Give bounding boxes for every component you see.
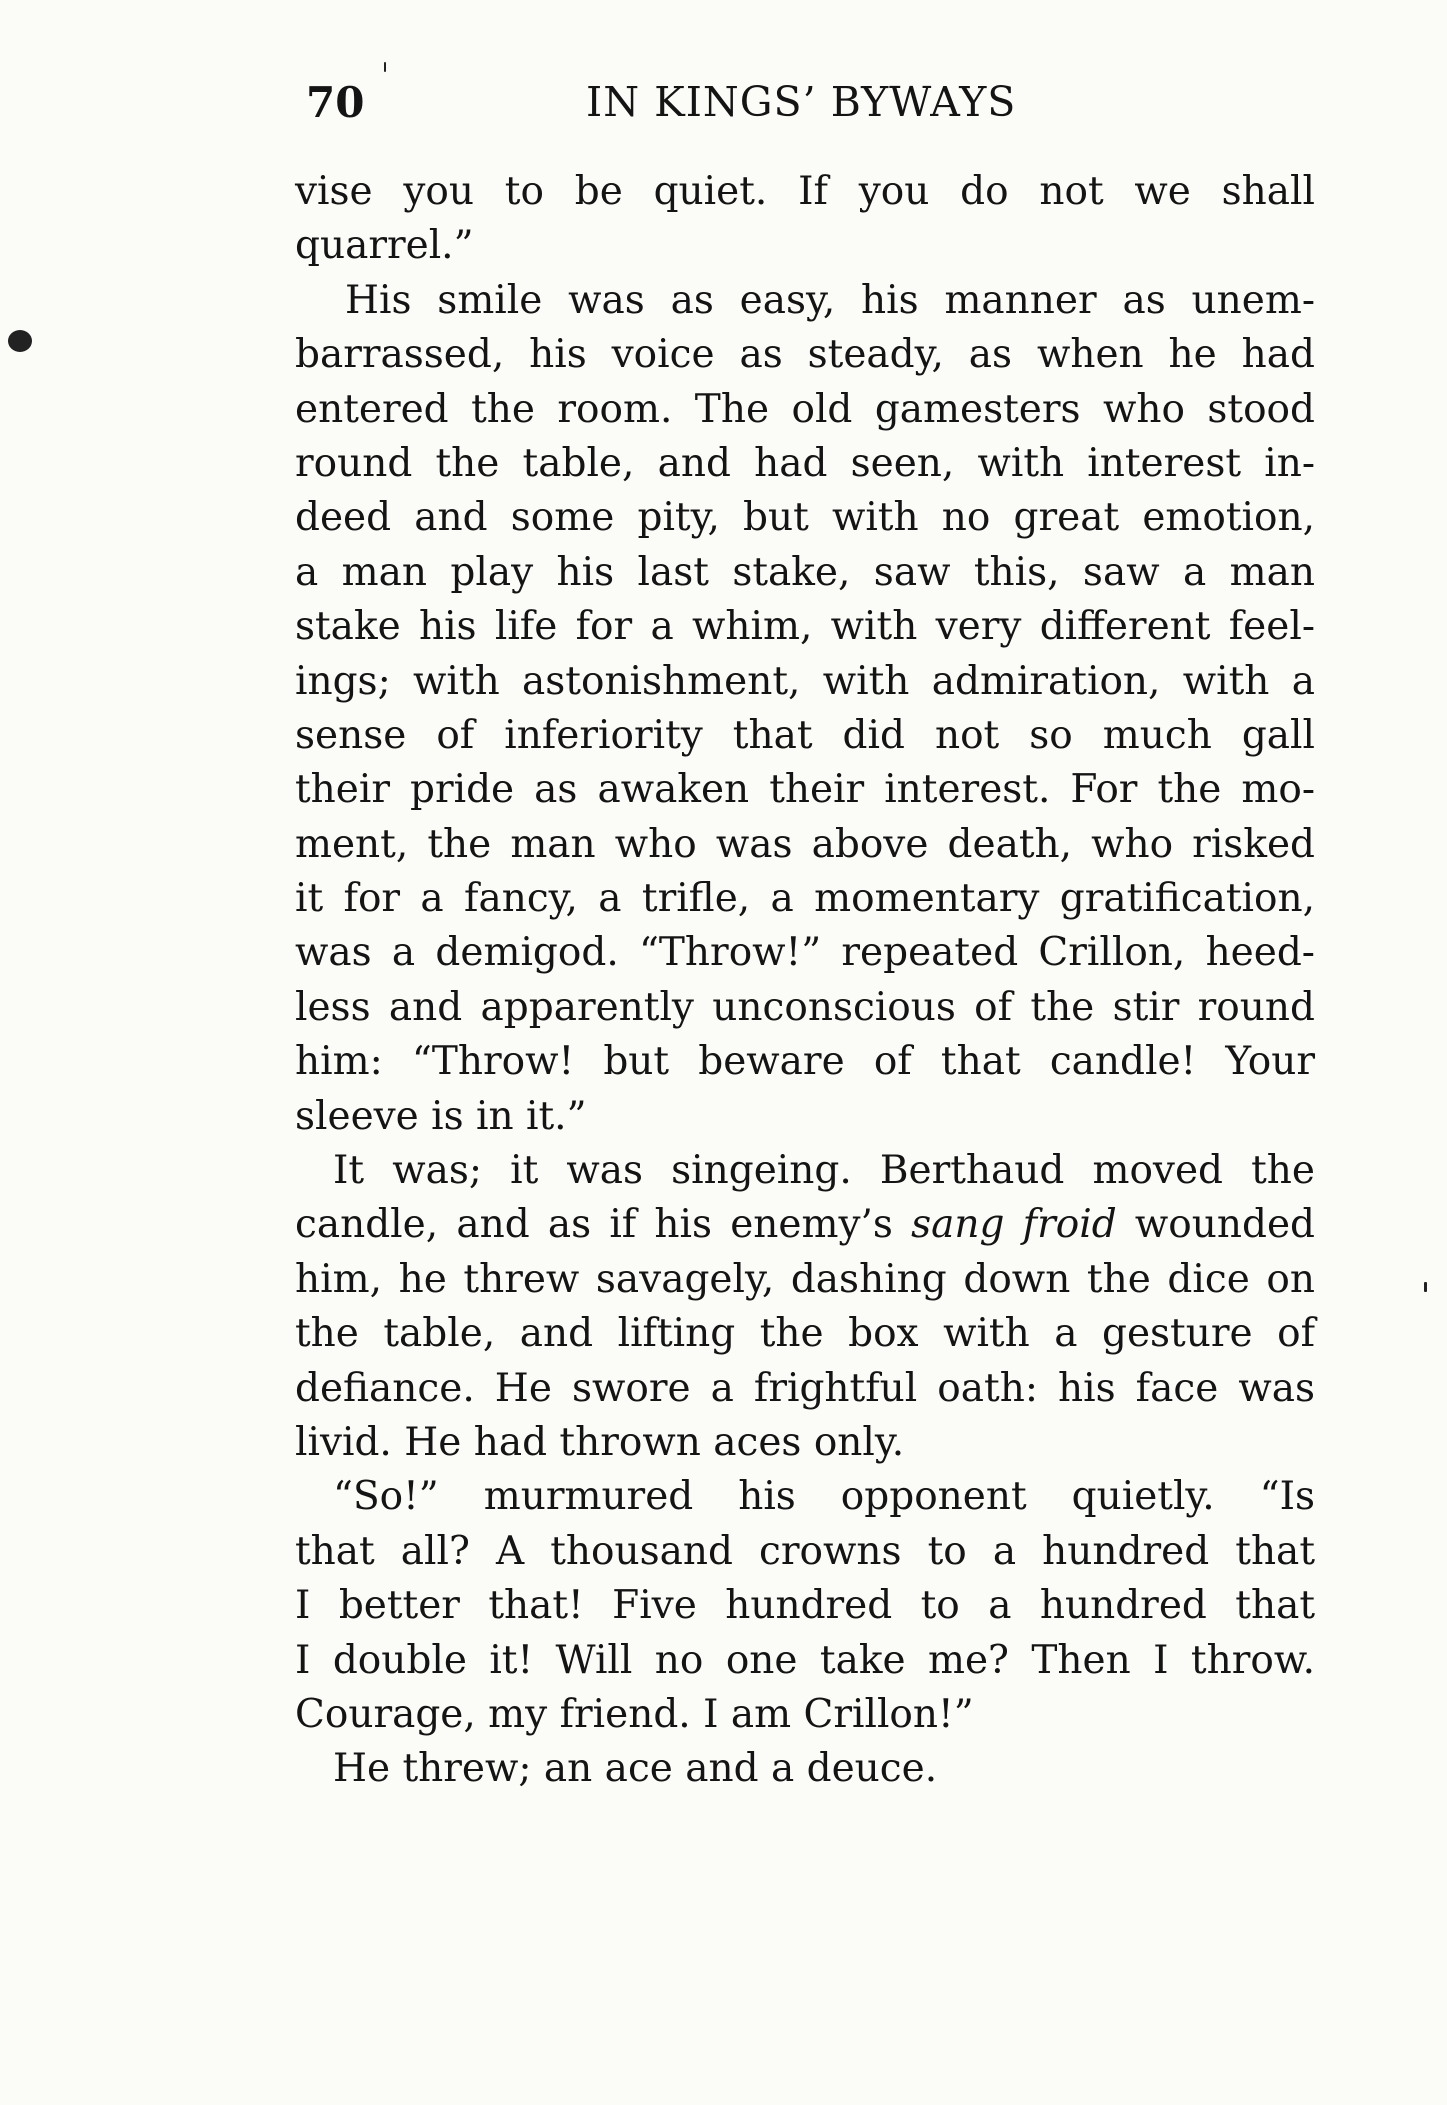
text-line: him: “Throw! but beware of that candle! Your <box>295 1039 1315 1085</box>
paragraph-start-line: His smile was as easy, his manner as unem- <box>345 277 1315 323</box>
text-line: their pride as awaken their interest. For the mo- <box>295 767 1315 813</box>
text-line: I double it! Will no one take me? Then I throw. <box>295 1637 1315 1683</box>
paragraph-start-line: “So!” murmured his opponent quietly. “Is <box>333 1474 1315 1520</box>
page-number: 70 <box>306 78 365 127</box>
italic-phrase: sang froid <box>911 1202 1117 1248</box>
text-line: was a demigod. “Throw!” repeated Crillon, heed- <box>295 930 1315 976</box>
text-line-with-italic <box>295 1198 1315 1252</box>
text-line: that all? A thousand crowns to a hundred that <box>295 1528 1315 1574</box>
text-line: ings; with astonishment, with admiration, with a <box>295 658 1315 704</box>
text-line: sleeve is in it.” <box>295 1093 587 1139</box>
text-line: stake his life for a whim, with very different feel- <box>295 604 1315 650</box>
text-segment: wounded <box>1134 1202 1315 1248</box>
text-line: livid. He had thrown aces only. <box>295 1419 905 1465</box>
ink-dot <box>384 62 386 72</box>
text-line: barrassed, his voice as steady, as when he had <box>295 332 1315 378</box>
text-line: deed and some pity, but with no great emotion, <box>295 495 1315 541</box>
text-line: a man play his last stake, saw this, saw a man <box>295 549 1315 595</box>
ink-blot <box>8 330 32 352</box>
text-segment <box>1117 1202 1135 1247</box>
text-line: the table, and lifting the box with a gesture of <box>295 1311 1315 1357</box>
paragraph-start-line: He threw; an ace and a deuce. <box>333 1746 938 1792</box>
text-line: entered the room. The old gamesters who stood <box>295 386 1315 432</box>
text-line: Courage, my friend. I am Crillon!” <box>295 1691 974 1737</box>
text-line: vise you to be quiet. If you do not we shall <box>295 169 1315 214</box>
text-line: quarrel.” <box>295 223 474 269</box>
running-title: IN KINGS’ BYWAYS <box>586 78 1017 126</box>
text-line: less and apparently unconscious of the stir round <box>295 984 1315 1030</box>
ink-dot <box>1424 1282 1427 1292</box>
text-line: I better that! Five hundred to a hundred that <box>295 1583 1315 1629</box>
text-line: defiance. He swore a frightful oath: his face was <box>295 1365 1315 1411</box>
text-line: him, he threw savagely, dashing down the dice on <box>295 1256 1315 1302</box>
page-header <box>306 78 1316 138</box>
text-line: it for a fancy, a trifle, a momentary gratification, <box>295 876 1315 922</box>
text-line: round the table, and had seen, with interest in- <box>295 440 1315 486</box>
page-body <box>295 165 1315 1797</box>
text-segment: candle, and as if his enemy’s <box>295 1202 912 1248</box>
paragraph-start-line: It was; it was singeing. Berthaud moved the <box>333 1148 1315 1194</box>
text-line: sense of inferiority that did not so much gall <box>295 712 1315 758</box>
text-line: ment, the man who was above death, who risked <box>295 821 1315 867</box>
